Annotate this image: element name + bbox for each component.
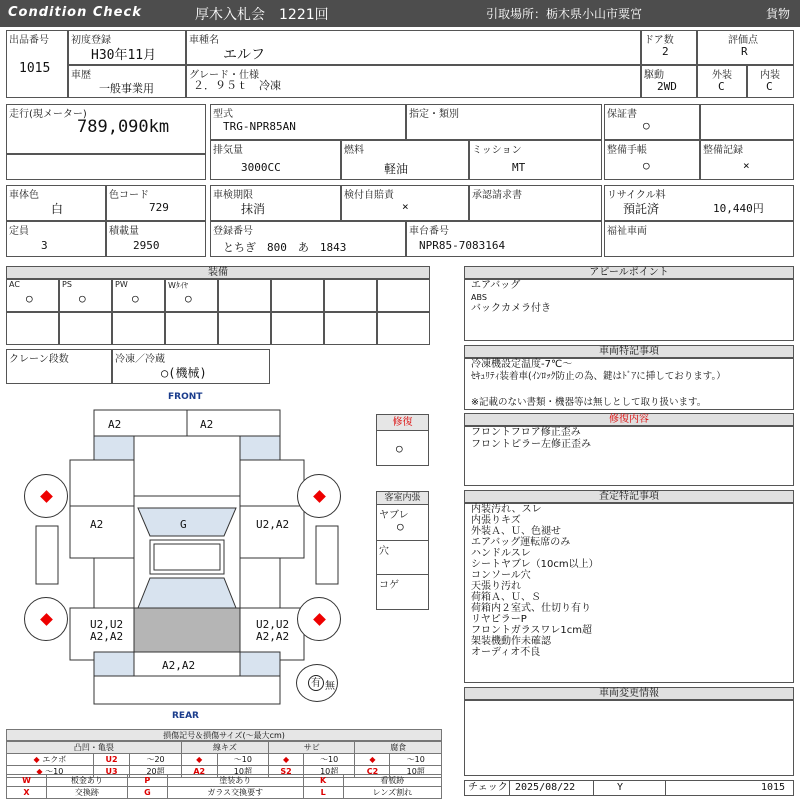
inspection-expiry: 抹消	[241, 202, 266, 216]
logo: Condition Check	[8, 5, 142, 20]
blank-cell	[6, 154, 206, 180]
code-value: レンズ割れ	[343, 787, 441, 799]
legend-group: サビ	[269, 742, 355, 754]
code-value: 看板跡	[343, 775, 441, 787]
color-code-cell	[106, 185, 206, 221]
mileage-cell	[6, 104, 206, 154]
assessment-line: 内張りキズ	[471, 515, 521, 526]
equip-ac-value: ○	[26, 292, 33, 305]
burn-label: コゲ	[379, 580, 399, 591]
legend-code: U3	[93, 766, 130, 778]
repair-value: ○	[396, 442, 403, 455]
assessment-title: 査定特記事項	[464, 490, 794, 503]
divider	[377, 540, 428, 541]
damage-windshield: G	[180, 518, 187, 531]
legend-group: 線キズ	[181, 742, 268, 754]
damage-left: A2	[90, 518, 104, 531]
load-cell	[106, 221, 206, 257]
assessment-line: 外装Ａ、Ｕ、色褪せ	[471, 526, 561, 537]
code-key: L	[303, 787, 343, 799]
equip-wtire-label: Wﾀｲﾔ	[168, 281, 188, 290]
damage-right: U2,A2	[256, 518, 290, 531]
first-reg-label: 初度登録	[71, 35, 111, 46]
code-value: 交換跡	[47, 787, 128, 799]
legend-table	[6, 741, 442, 778]
interior-grade: C	[766, 80, 773, 93]
name-label: 車種名	[189, 35, 219, 46]
history-cell	[68, 65, 186, 98]
crane-label: クレーン段数	[9, 354, 69, 365]
interior-label: 内装	[760, 70, 780, 81]
load-capacity: 2950	[133, 239, 160, 252]
inspection-cell	[210, 185, 341, 221]
repair-details-box	[464, 426, 794, 486]
first-registration-cell	[68, 30, 186, 65]
legend-size: ～10	[390, 754, 442, 766]
assessment-line: ハンドルスレ	[471, 548, 531, 559]
doors-cell	[641, 30, 697, 65]
assessment-line: リヤピラーP	[471, 614, 527, 625]
legend-size: ～10	[217, 754, 268, 766]
legend-size: 20超	[130, 766, 181, 778]
service-record-cell	[700, 140, 794, 180]
history: 一般事業用	[99, 82, 154, 95]
equipment-title: 装備	[6, 266, 430, 279]
divider	[377, 574, 428, 575]
warranty-blank-cell	[700, 104, 794, 140]
equip-empty	[324, 279, 377, 312]
tire-front-right	[297, 474, 341, 518]
mileage-label: 走行(現メーター)	[9, 109, 87, 120]
header-bar	[0, 0, 800, 27]
damage-rear-left-2: A2,A2	[90, 630, 124, 643]
check-label: チェック	[468, 782, 508, 793]
score-cell	[697, 30, 794, 65]
warranty: ○	[643, 119, 650, 132]
changes-title: 車両変更情報	[464, 687, 794, 700]
legend-size: 10超	[390, 766, 442, 778]
damage-rear-left-1: U2,U2	[90, 618, 124, 631]
tear-label: ヤブレ	[379, 510, 409, 521]
check-lot: 1015	[761, 782, 786, 793]
recycle-status: 預託済	[623, 202, 660, 216]
auction-title: 厚木入札会 1221回	[195, 7, 329, 23]
equip-empty	[112, 312, 165, 345]
cabin-title: 客室内張	[377, 492, 428, 505]
equip-empty	[59, 312, 112, 345]
assessment-line: 荷箱Ａ、Ｕ、Ｓ	[471, 592, 541, 603]
divider	[593, 781, 594, 795]
manual-label: 整備手帳	[607, 145, 647, 156]
damage-front-right: A2	[200, 418, 214, 431]
code-key: G	[127, 787, 167, 799]
legend-code: ◆	[269, 754, 304, 766]
equip-empty	[377, 312, 430, 345]
fuel-cell	[341, 140, 469, 180]
interior-cell	[747, 65, 794, 98]
special-note-line: ｾｷｭﾘﾃｨ装着車(ｲﾝﾛｯｸ防止の為、鍵はﾄﾞｱに挿しております。）	[471, 371, 726, 382]
designation-cell	[406, 104, 602, 140]
equip-empty	[6, 312, 59, 345]
equip-empty	[218, 312, 271, 345]
reg-number-cell	[210, 221, 406, 257]
model-label: 型式	[213, 109, 233, 120]
legend-code: ◆	[355, 754, 390, 766]
refrigeration-cell	[112, 349, 270, 384]
recycle-cell	[604, 185, 794, 221]
self-inspection-label: 検付自賠責	[344, 190, 394, 201]
legend-code: C2	[355, 766, 390, 778]
mileage: 789,090km	[77, 117, 170, 137]
doors-label: ドア数	[644, 35, 674, 46]
refrig-label: 冷凍／冷蔵	[115, 354, 165, 365]
assessment-line: 内装汚れ、スレ	[471, 504, 542, 515]
code-key: K	[303, 775, 343, 787]
check-row	[464, 780, 794, 796]
appeal-title: アピールポイント	[464, 266, 794, 279]
assessment-line: シートヤブレ（10cm以上）	[471, 559, 599, 570]
service-label: 整備記録	[703, 145, 743, 156]
equip-ps	[59, 279, 112, 312]
legend-title: 損傷記号＆損傷サイズ(～最大cm)	[6, 729, 442, 741]
pickup-location: 引取場所：栃木県小山市粟宮	[486, 7, 643, 21]
mission: MT	[512, 161, 526, 174]
equip-empty	[165, 312, 218, 345]
damage-rear: A2,A2	[162, 659, 196, 672]
assessment-line: 天張り汚れ	[471, 581, 521, 592]
equip-pw-value: ○	[132, 292, 139, 305]
lot-label: 出品番号	[9, 35, 49, 46]
code-key: W	[7, 775, 47, 787]
legend-group: 腐食	[355, 742, 442, 754]
spare-yes: 有	[308, 675, 324, 691]
appeal-box	[464, 279, 794, 341]
service-record: ×	[743, 159, 750, 172]
special-notes-box	[464, 358, 794, 410]
legend-code: A2	[181, 766, 217, 778]
model-cell	[210, 104, 406, 140]
capacity: 3	[41, 239, 48, 252]
mission-cell	[469, 140, 602, 180]
check-date: 2025/08/22	[515, 782, 576, 793]
special-note-line: 冷凍機設定温度-7℃～	[471, 359, 573, 370]
displacement-label: 排気量	[213, 145, 243, 156]
model: TRG-NPR85AN	[223, 120, 296, 133]
appeal-line: ABS	[471, 293, 487, 302]
manual-cell	[604, 140, 700, 180]
assessment-line: コンソール穴	[471, 570, 531, 581]
rear-label: REAR	[172, 711, 199, 721]
equip-pw	[112, 279, 165, 312]
tear-value: ○	[397, 520, 404, 533]
code-key: P	[127, 775, 167, 787]
cabin-box	[376, 491, 429, 610]
mission-label: ミッション	[472, 145, 522, 156]
special-note-line: ※記載のない書類・機器等は無しとして取り扱います。	[471, 397, 707, 408]
damage-rear-right-2: A2,A2	[256, 630, 290, 643]
drive-cell	[641, 65, 697, 98]
equip-empty	[271, 312, 324, 345]
score: R	[741, 45, 748, 58]
maintenance-manual: ○	[643, 159, 650, 172]
code-value: ガラス交換要す	[167, 787, 303, 799]
legend-size: 10超	[217, 766, 268, 778]
equip-ac-label: AC	[9, 280, 20, 289]
front-label: FRONT	[168, 392, 203, 402]
equip-empty	[271, 279, 324, 312]
vehicle-category: 貨物	[766, 7, 791, 21]
exterior-grade: C	[718, 80, 725, 93]
displacement-cell	[210, 140, 341, 180]
body-color: 白	[51, 202, 64, 216]
chassis-label: 車台番号	[409, 226, 449, 237]
color-cell	[6, 185, 106, 221]
equip-pw-label: PW	[115, 280, 128, 289]
displacement: 3000CC	[241, 161, 281, 174]
equip-empty	[218, 279, 271, 312]
lot-number: 1015	[19, 61, 51, 76]
assessment-line: エアバッグ運転席のみ	[471, 537, 571, 548]
self-inspection-cell	[341, 185, 469, 221]
exterior-label: 外装	[712, 70, 732, 81]
equip-empty	[324, 312, 377, 345]
spare-no: 無	[325, 681, 335, 692]
doors: 2	[662, 45, 669, 58]
changes-box	[464, 700, 794, 776]
fuel: 軽油	[384, 162, 409, 176]
legend-text: エクボ	[42, 755, 67, 764]
appeal-line: バックカメラ付き	[471, 303, 551, 314]
assessment-line: 架装機動作未確認	[471, 636, 551, 647]
approval-label: 承認請求書	[472, 190, 522, 201]
assessment-line: フロントガラスワレ1cm超	[471, 625, 593, 636]
grade: ２．９５ｔ 冷凍	[193, 79, 281, 92]
tire-rear-right	[297, 597, 341, 641]
repair-detail-line: フロントフロア修正歪み	[471, 427, 581, 438]
vehicle-name-cell	[186, 30, 641, 65]
recycle-fee: 10,440円	[713, 202, 764, 215]
assessment-line: 荷箱内２室式、仕切り有り	[471, 603, 591, 614]
assessment-line: オーディオ不良	[471, 647, 541, 658]
equip-ps-value: ○	[79, 292, 86, 305]
color-code-label: 色コード	[109, 190, 149, 201]
legend-cell: ◆ エクボ	[7, 754, 94, 766]
legend-size: ～20	[130, 754, 181, 766]
grade-cell	[186, 65, 641, 98]
equip-ac	[6, 279, 59, 312]
lot-cell	[6, 30, 68, 98]
legend-group: 凸凹・亀裂	[7, 742, 182, 754]
recycle-label: リサイクル料	[607, 190, 666, 201]
legend-cell: ◆ ～10	[7, 766, 94, 778]
score-label: 評価点	[728, 35, 758, 46]
damage-rear-right-1: U2,U2	[256, 618, 290, 631]
equip-ps-label: PS	[62, 280, 72, 289]
legend-code: U2	[93, 754, 130, 766]
tire-rear-left	[24, 597, 68, 641]
code-value: 塗装あり	[167, 775, 303, 787]
crane-cell	[6, 349, 112, 384]
designation-label: 指定・類別	[409, 109, 459, 120]
appeal-line: エアバッグ	[471, 280, 521, 291]
legend-codes-table	[6, 774, 442, 799]
hole-label: 穴	[379, 546, 389, 557]
grade-label: グレード・仕様	[189, 70, 259, 81]
spare-tire	[296, 664, 338, 702]
load-label: 積載量	[109, 226, 139, 237]
code-value: 板金あり	[47, 775, 128, 787]
self-inspection: ×	[402, 200, 409, 213]
legend-size: ～10	[303, 754, 354, 766]
equip-wtire	[165, 279, 218, 312]
special-notes-title: 車両特記事項	[464, 345, 794, 358]
check-inspector: Y	[617, 782, 624, 793]
drive-label: 駆動	[644, 70, 664, 81]
exterior-cell	[697, 65, 747, 98]
legend-code: S2	[269, 766, 304, 778]
refrigeration: ○(機械)	[161, 366, 207, 380]
repair-detail-line: フロントピラー左修正歪み	[471, 439, 591, 450]
capacity-label: 定員	[9, 226, 29, 237]
warranty-label: 保証書	[607, 109, 637, 120]
color-label: 車体色	[9, 190, 39, 201]
repair-title: 修復	[377, 415, 428, 431]
first-registration: H30年11月	[91, 48, 157, 63]
code-key: X	[7, 787, 47, 799]
approval-cell	[469, 185, 602, 221]
warranty-cell	[604, 104, 700, 140]
repair-details-title: 修復内容	[464, 413, 794, 426]
history-label: 車歴	[71, 70, 91, 81]
equip-wtire-value: ○	[185, 292, 192, 305]
vehicle-name: エルフ	[223, 47, 265, 63]
welfare-label: 福祉車両	[607, 226, 647, 237]
tire-front-left	[24, 474, 68, 518]
color-code: 729	[149, 201, 169, 214]
repair-box	[376, 414, 429, 466]
chassis-number: NPR85-7083164	[419, 239, 506, 252]
equip-empty	[377, 279, 430, 312]
divider	[509, 781, 510, 795]
damage-front-left: A2	[108, 418, 122, 431]
capacity-cell	[6, 221, 106, 257]
divider	[665, 781, 666, 795]
reg-no-label: 登録番号	[213, 226, 253, 237]
fuel-label: 燃料	[344, 145, 364, 156]
assessment-box	[464, 503, 794, 683]
legend-text: ～10	[45, 767, 64, 776]
legend-code: ◆	[181, 754, 217, 766]
legend-size: 10超	[303, 766, 354, 778]
registration-number: とちぎ 800 あ 1843	[223, 241, 347, 254]
inspection-label: 車検期限	[213, 190, 253, 201]
welfare-cell	[604, 221, 794, 257]
drive: 2WD	[657, 80, 677, 93]
chassis-cell	[406, 221, 602, 257]
